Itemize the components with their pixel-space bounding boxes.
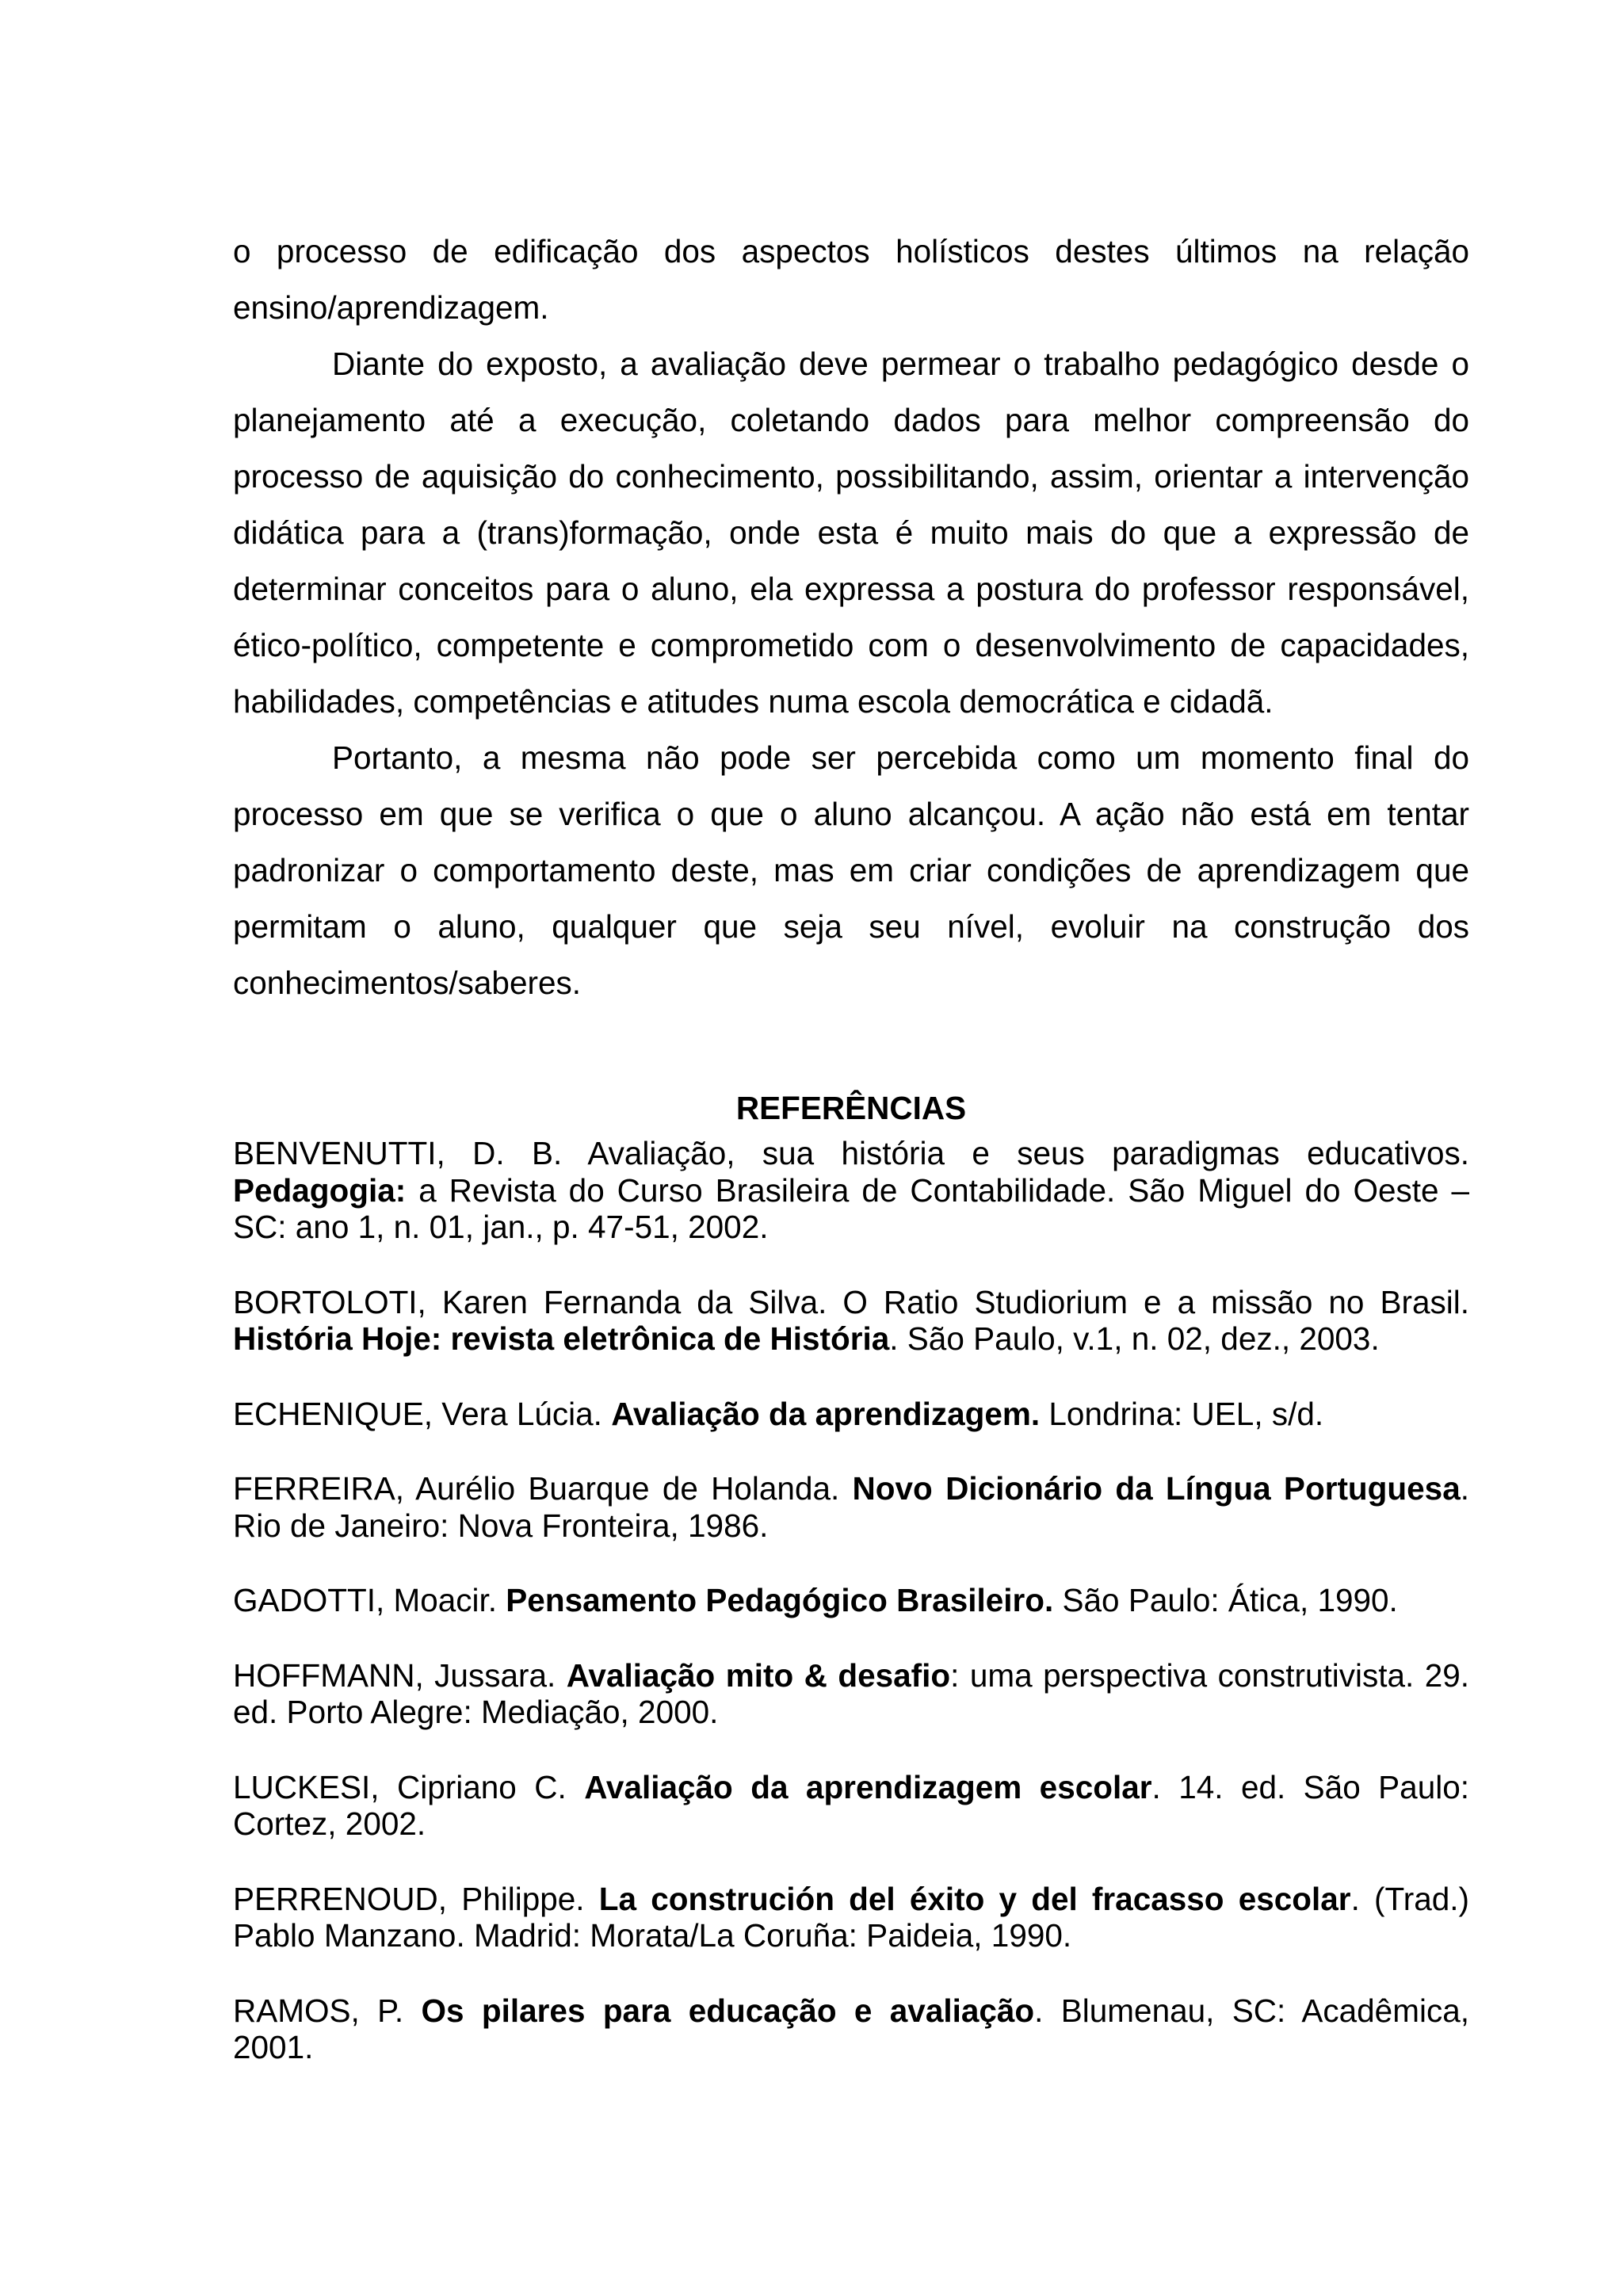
reference-item xyxy=(233,1992,1469,2066)
reference-text: ECHENIQUE, Vera Lúcia. xyxy=(233,1395,612,1432)
body-paragraph-2: Diante do exposto, a avaliação deve permear o trabalho pedagógico desde o planejamento até a execução, coletando dados para melhor compreensão do processo de aquisição do conhecimento, possibilitando, assim, orientar a intervenção didática para a (trans)formação, onde esta é muito mais do que a expressão de determinar conceitos para o aluno, ela expressa a postura do professor responsável, ético-político, competente e comprometido com o desenvolvimento de capacidades, habilidades, competências e atitudes numa escola democrática e cidadã. xyxy=(233,346,1469,720)
reference-title: Novo Dicionário da Língua Portuguesa xyxy=(852,1470,1461,1507)
references-list xyxy=(233,1135,1469,2066)
reference-item xyxy=(233,1769,1469,1843)
reference-text: : uma perspectiva construtivista. 29. ed. Porto Alegre: Mediação, 2000. xyxy=(233,1656,1469,1730)
reference-item xyxy=(233,1657,1469,1731)
reference-text: RAMOS, P. xyxy=(233,1992,422,2029)
reference-item xyxy=(233,1470,1469,1544)
reference-title: História Hoje: revista eletrônica de História xyxy=(233,1320,890,1357)
reference-text: . Blumenau, SC: Acadêmica, 2001. xyxy=(233,1992,1469,2065)
reference-text: Londrina: UEL, s/d. xyxy=(1040,1395,1324,1432)
reference-text: . São Paulo, v.1, n. 02, dez., 2003. xyxy=(889,1320,1380,1357)
reference-text: . 14. ed. São Paulo: Cortez, 2002. xyxy=(233,1768,1469,1842)
reference-title: Avaliação mito & desafio xyxy=(566,1656,951,1694)
reference-item xyxy=(233,1284,1469,1358)
reference-title: Os pilares para educação e avaliação xyxy=(421,1992,1035,2029)
reference-text: BENVENUTTI, D. B. Avaliação, sua história e seus paradigmas educativos. xyxy=(233,1135,1469,1171)
body-paragraph-3: Portanto, a mesma não pode ser percebida como um momento final do processo em que se verifica o que o aluno alcançou. A ação não está em tentar padronizar o comportamento deste, mas em criar condições de aprendizagem que permitam o aluno, qualquer que seja seu nível, evoluir na construção dos conhecimentos/saberes. xyxy=(233,739,1469,1001)
reference-text: São Paulo: Ática, 1990. xyxy=(1053,1582,1398,1618)
reference-item xyxy=(233,1582,1469,1619)
reference-title: Avaliação da aprendizagem escolar xyxy=(584,1768,1152,1805)
reference-title: Avaliação da aprendizagem. xyxy=(611,1395,1041,1432)
reference-text: HOFFMANN, Jussara. xyxy=(233,1656,567,1694)
reference-text: FERREIRA, Aurélio Buarque de Holanda. xyxy=(233,1470,853,1507)
reference-text: a Revista do Curso Brasileira de Contabilidade. São Miguel do Oeste – SC: ano 1, n. 01, jan., p. 47-51, 2002. xyxy=(233,1171,1469,1245)
reference-text: LUCKESI, Cipriano C. xyxy=(233,1768,585,1805)
references-heading: REFERÊNCIAS xyxy=(735,1090,967,1126)
document-page xyxy=(233,223,1469,2104)
reference-text: . Rio de Janeiro: Nova Fronteira, 1986. xyxy=(233,1470,1469,1544)
reference-text: PERRENOUD, Philippe. xyxy=(233,1880,599,1917)
reference-title: Pensamento Pedagógico Brasileiro. xyxy=(506,1582,1054,1618)
reference-item xyxy=(233,1135,1469,1246)
reference-text: . (Trad.) Pablo Manzano. Madrid: Morata/La Coruña: Paideia, 1990. xyxy=(233,1880,1469,1954)
reference-title: La construción del éxito y del fracasso escolar xyxy=(598,1880,1351,1917)
reference-text: BORTOLOTI, Karen Fernanda da Silva. O Ratio Studiorium e a missão no Brasil. xyxy=(233,1283,1469,1320)
reference-item xyxy=(233,1881,1469,1954)
body-paragraph-1: o processo de edificação dos aspectos holísticos destes últimos na relação ensino/aprendizagem. xyxy=(233,233,1469,326)
reference-text: GADOTTI, Moacir. xyxy=(233,1582,506,1618)
reference-item xyxy=(233,1396,1469,1433)
reference-title: Pedagogia: xyxy=(233,1171,407,1209)
